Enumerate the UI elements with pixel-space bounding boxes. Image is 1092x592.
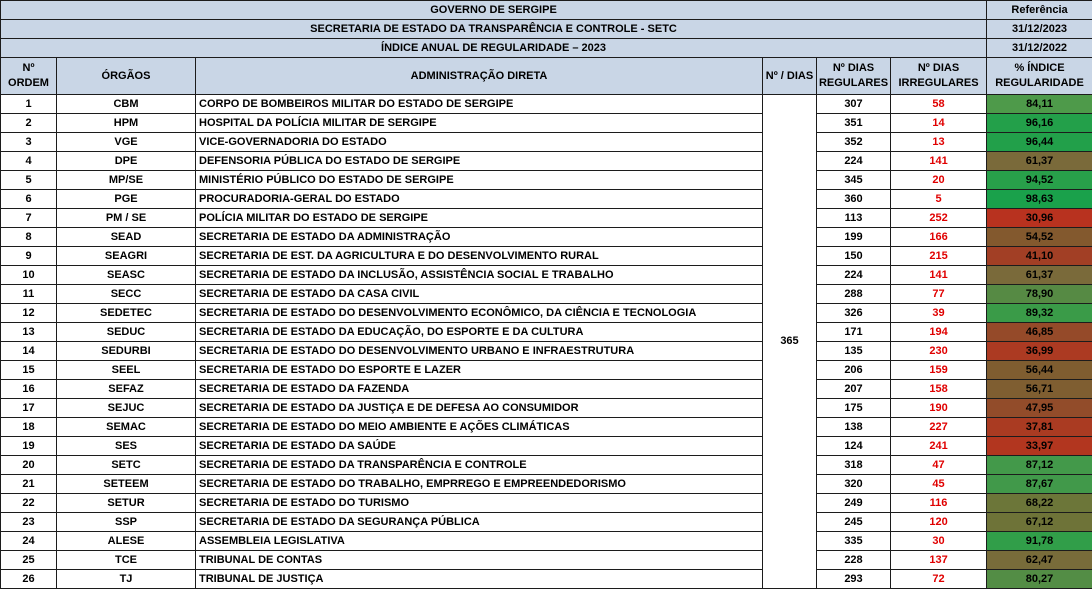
cell-irregulares: 159 <box>891 361 987 380</box>
cell-nome: SECRETARIA DE ESTADO DA INCLUSÃO, ASSISTÊNCIA SOCIAL E TRABALHO <box>196 266 763 285</box>
table-row <box>1 380 1092 399</box>
cell-sigla: SEDETEC <box>57 304 196 323</box>
cell-indice: 84,11 <box>987 95 1092 114</box>
cell-regulares: 224 <box>817 266 891 285</box>
cell-sigla: SEAGRI <box>57 247 196 266</box>
cell-indice: 96,16 <box>987 114 1092 133</box>
cell-regulares: 224 <box>817 152 891 171</box>
ref-date-2023: 31/12/2023 <box>987 20 1092 39</box>
table-row <box>1 494 1092 513</box>
cell-irregulares: 166 <box>891 228 987 247</box>
cell-nome: ASSEMBLEIA LEGISLATIVA <box>196 532 763 551</box>
cell-indice: 87,12 <box>987 456 1092 475</box>
cell-sigla: PM / SE <box>57 209 196 228</box>
cell-nome: SECRETARIA DE ESTADO DO ESPORTE E LAZER <box>196 361 763 380</box>
cell-irregulares: 39 <box>891 304 987 323</box>
cell-regulares: 199 <box>817 228 891 247</box>
cell-ordem: 24 <box>1 532 57 551</box>
cell-regulares: 360 <box>817 190 891 209</box>
cell-irregulares: 141 <box>891 152 987 171</box>
cell-nome: HOSPITAL DA POLÍCIA MILITAR DE SERGIPE <box>196 114 763 133</box>
cell-sigla: SEDURBI <box>57 342 196 361</box>
cell-irregulares: 120 <box>891 513 987 532</box>
cell-nome: DEFENSORIA PÚBLICA DO ESTADO DE SERGIPE <box>196 152 763 171</box>
col-dias: Nº / DIAS <box>763 58 817 95</box>
cell-sigla: SSP <box>57 513 196 532</box>
cell-irregulares: 20 <box>891 171 987 190</box>
cell-regulares: 228 <box>817 551 891 570</box>
cell-nome: SECRETARIA DE ESTADO DO TURISMO <box>196 494 763 513</box>
cell-indice: 46,85 <box>987 323 1092 342</box>
cell-sigla: SEMAC <box>57 418 196 437</box>
cell-nome: SECRETARIA DE EST. DA AGRICULTURA E DO DESENVOLVIMENTO RURAL <box>196 247 763 266</box>
cell-nome: POLÍCIA MILITAR DO ESTADO DE SERGIPE <box>196 209 763 228</box>
cell-indice: 30,96 <box>987 209 1092 228</box>
cell-regulares: 245 <box>817 513 891 532</box>
cell-sigla: SES <box>57 437 196 456</box>
cell-indice: 37,81 <box>987 418 1092 437</box>
cell-indice: 91,78 <box>987 532 1092 551</box>
cell-indice: 67,12 <box>987 513 1092 532</box>
cell-nome: SECRETARIA DE ESTADO DO DESENVOLVIMENTO URBANO E INFRAESTRUTURA <box>196 342 763 361</box>
cell-ordem: 18 <box>1 418 57 437</box>
cell-nome: SECRETARIA DE ESTADO DA FAZENDA <box>196 380 763 399</box>
cell-regulares: 335 <box>817 532 891 551</box>
cell-sigla: VGE <box>57 133 196 152</box>
cell-nome: SECRETARIA DE ESTADO DA TRANSPARÊNCIA E CONTROLE <box>196 456 763 475</box>
cell-irregulares: 141 <box>891 266 987 285</box>
cell-ordem: 1 <box>1 95 57 114</box>
table-row <box>1 323 1092 342</box>
cell-nome: SECRETARIA DE ESTADO DA CASA CIVIL <box>196 285 763 304</box>
cell-indice: 54,52 <box>987 228 1092 247</box>
cell-nome: SECRETARIA DE ESTADO DA JUSTIÇA E DE DEFESA AO CONSUMIDOR <box>196 399 763 418</box>
cell-ordem: 11 <box>1 285 57 304</box>
cell-sigla: PGE <box>57 190 196 209</box>
cell-sigla: SEASC <box>57 266 196 285</box>
cell-sigla: DPE <box>57 152 196 171</box>
table-row <box>1 456 1092 475</box>
cell-indice: 94,52 <box>987 171 1092 190</box>
cell-sigla: ALESE <box>57 532 196 551</box>
cell-indice: 62,47 <box>987 551 1092 570</box>
col-orgaos: ÓRGÃOS <box>57 58 196 95</box>
cell-irregulares: 215 <box>891 247 987 266</box>
cell-indice: 36,99 <box>987 342 1092 361</box>
cell-ordem: 19 <box>1 437 57 456</box>
cell-ordem: 4 <box>1 152 57 171</box>
cell-sigla: SETC <box>57 456 196 475</box>
cell-irregulares: 252 <box>891 209 987 228</box>
cell-sigla: SEDUC <box>57 323 196 342</box>
cell-ordem: 8 <box>1 228 57 247</box>
cell-ordem: 6 <box>1 190 57 209</box>
table-row <box>1 209 1092 228</box>
cell-nome: SECRETARIA DE ESTADO DA ADMINISTRAÇÃO <box>196 228 763 247</box>
cell-sigla: HPM <box>57 114 196 133</box>
cell-indice: 78,90 <box>987 285 1092 304</box>
cell-sigla: SETUR <box>57 494 196 513</box>
table-row <box>1 228 1092 247</box>
col-irregulares: Nº DIAS IRREGULARES <box>891 58 987 95</box>
cell-indice: 56,71 <box>987 380 1092 399</box>
cell-nome: PROCURADORIA-GERAL DO ESTADO <box>196 190 763 209</box>
cell-ordem: 21 <box>1 475 57 494</box>
cell-ordem: 20 <box>1 456 57 475</box>
cell-ordem: 3 <box>1 133 57 152</box>
cell-indice: 47,95 <box>987 399 1092 418</box>
cell-regulares: 135 <box>817 342 891 361</box>
cell-regulares: 207 <box>817 380 891 399</box>
cell-regulares: 318 <box>817 456 891 475</box>
ref-date-2022: 31/12/2022 <box>987 39 1092 58</box>
cell-total-dias: 365 <box>763 95 817 589</box>
cell-ordem: 17 <box>1 399 57 418</box>
col-ordem: Nº ORDEM <box>1 58 57 95</box>
cell-indice: 41,10 <box>987 247 1092 266</box>
cell-irregulares: 13 <box>891 133 987 152</box>
cell-ordem: 26 <box>1 570 57 589</box>
cell-regulares: 307 <box>817 95 891 114</box>
table-row <box>1 475 1092 494</box>
cell-sigla: SEFAZ <box>57 380 196 399</box>
cell-ordem: 22 <box>1 494 57 513</box>
cell-regulares: 175 <box>817 399 891 418</box>
cell-irregulares: 45 <box>891 475 987 494</box>
cell-regulares: 150 <box>817 247 891 266</box>
table-row <box>1 532 1092 551</box>
cell-indice: 61,37 <box>987 152 1092 171</box>
cell-regulares: 345 <box>817 171 891 190</box>
table-row <box>1 361 1092 380</box>
cell-indice: 98,63 <box>987 190 1092 209</box>
cell-nome: MINISTÉRIO PÚBLICO DO ESTADO DE SERGIPE <box>196 171 763 190</box>
table-row <box>1 399 1092 418</box>
cell-irregulares: 241 <box>891 437 987 456</box>
col-indice: % ÍNDICE REGULARIDADE <box>987 58 1092 95</box>
ref-label: Referência <box>987 1 1092 20</box>
table-row <box>1 285 1092 304</box>
cell-regulares: 138 <box>817 418 891 437</box>
table-row <box>1 133 1092 152</box>
table-row <box>1 152 1092 171</box>
cell-irregulares: 77 <box>891 285 987 304</box>
cell-indice: 68,22 <box>987 494 1092 513</box>
cell-ordem: 5 <box>1 171 57 190</box>
table-row <box>1 551 1092 570</box>
col-regulares: Nº DIAS REGULARES <box>817 58 891 95</box>
cell-regulares: 171 <box>817 323 891 342</box>
cell-nome: VICE-GOVERNADORIA DO ESTADO <box>196 133 763 152</box>
cell-regulares: 351 <box>817 114 891 133</box>
cell-ordem: 9 <box>1 247 57 266</box>
cell-irregulares: 14 <box>891 114 987 133</box>
cell-irregulares: 230 <box>891 342 987 361</box>
cell-regulares: 249 <box>817 494 891 513</box>
cell-sigla: SECC <box>57 285 196 304</box>
cell-regulares: 293 <box>817 570 891 589</box>
cell-ordem: 25 <box>1 551 57 570</box>
table-row <box>1 114 1092 133</box>
cell-ordem: 2 <box>1 114 57 133</box>
gov-title: GOVERNO DE SERGIPE <box>1 1 987 20</box>
cell-nome: SECRETARIA DE ESTADO DA EDUCAÇÃO, DO ESPORTE E DA CULTURA <box>196 323 763 342</box>
cell-nome: TRIBUNAL DE CONTAS <box>196 551 763 570</box>
table-row <box>1 266 1092 285</box>
cell-irregulares: 137 <box>891 551 987 570</box>
table-row <box>1 95 1092 114</box>
cell-indice: 96,44 <box>987 133 1092 152</box>
cell-ordem: 16 <box>1 380 57 399</box>
cell-irregulares: 30 <box>891 532 987 551</box>
cell-indice: 80,27 <box>987 570 1092 589</box>
cell-irregulares: 158 <box>891 380 987 399</box>
cell-sigla: SEEL <box>57 361 196 380</box>
cell-regulares: 206 <box>817 361 891 380</box>
cell-indice: 56,44 <box>987 361 1092 380</box>
cell-regulares: 326 <box>817 304 891 323</box>
cell-sigla: TCE <box>57 551 196 570</box>
cell-indice: 89,32 <box>987 304 1092 323</box>
cell-irregulares: 190 <box>891 399 987 418</box>
table-row <box>1 304 1092 323</box>
cell-irregulares: 58 <box>891 95 987 114</box>
cell-regulares: 124 <box>817 437 891 456</box>
cell-ordem: 12 <box>1 304 57 323</box>
cell-regulares: 113 <box>817 209 891 228</box>
cell-irregulares: 116 <box>891 494 987 513</box>
cell-irregulares: 227 <box>891 418 987 437</box>
cell-regulares: 352 <box>817 133 891 152</box>
table-row <box>1 437 1092 456</box>
cell-ordem: 23 <box>1 513 57 532</box>
secretaria-title: SECRETARIA DE ESTADO DA TRANSPARÊNCIA E CONTROLE - SETC <box>1 20 987 39</box>
cell-irregulares: 47 <box>891 456 987 475</box>
cell-sigla: SEJUC <box>57 399 196 418</box>
cell-irregulares: 72 <box>891 570 987 589</box>
cell-ordem: 13 <box>1 323 57 342</box>
cell-regulares: 320 <box>817 475 891 494</box>
cell-sigla: MP/SE <box>57 171 196 190</box>
cell-indice: 87,67 <box>987 475 1092 494</box>
cell-nome: SECRETARIA DE ESTADO DO TRABALHO, EMPRREGO E EMPREENDEDORISMO <box>196 475 763 494</box>
cell-ordem: 10 <box>1 266 57 285</box>
col-adm: ADMINISTRAÇÃO DIRETA <box>196 58 763 95</box>
cell-irregulares: 194 <box>891 323 987 342</box>
table-row <box>1 247 1092 266</box>
cell-sigla: TJ <box>57 570 196 589</box>
cell-nome: TRIBUNAL DE JUSTIÇA <box>196 570 763 589</box>
cell-indice: 33,97 <box>987 437 1092 456</box>
cell-sigla: SETEEM <box>57 475 196 494</box>
table-row <box>1 171 1092 190</box>
cell-ordem: 15 <box>1 361 57 380</box>
cell-nome: SECRETARIA DE ESTADO DA SAÚDE <box>196 437 763 456</box>
cell-sigla: SEAD <box>57 228 196 247</box>
cell-irregulares: 5 <box>891 190 987 209</box>
cell-nome: SECRETARIA DE ESTADO DO MEIO AMBIENTE E AÇÕES CLIMÁTICAS <box>196 418 763 437</box>
cell-nome: SECRETARIA DE ESTADO DA SEGURANÇA PÚBLICA <box>196 513 763 532</box>
table-row <box>1 418 1092 437</box>
cell-indice: 61,37 <box>987 266 1092 285</box>
table-row <box>1 570 1092 589</box>
cell-nome: CORPO DE BOMBEIROS MILITAR DO ESTADO DE SERGIPE <box>196 95 763 114</box>
table-row <box>1 513 1092 532</box>
cell-regulares: 288 <box>817 285 891 304</box>
cell-sigla: CBM <box>57 95 196 114</box>
table-row <box>1 342 1092 361</box>
cell-nome: SECRETARIA DE ESTADO DO DESENVOLVIMENTO ECONÔMICO, DA CIÊNCIA E TECNOLOGIA <box>196 304 763 323</box>
indice-title: ÍNDICE ANUAL DE REGULARIDADE – 2023 <box>1 39 987 58</box>
table-row <box>1 190 1092 209</box>
cell-ordem: 7 <box>1 209 57 228</box>
cell-ordem: 14 <box>1 342 57 361</box>
